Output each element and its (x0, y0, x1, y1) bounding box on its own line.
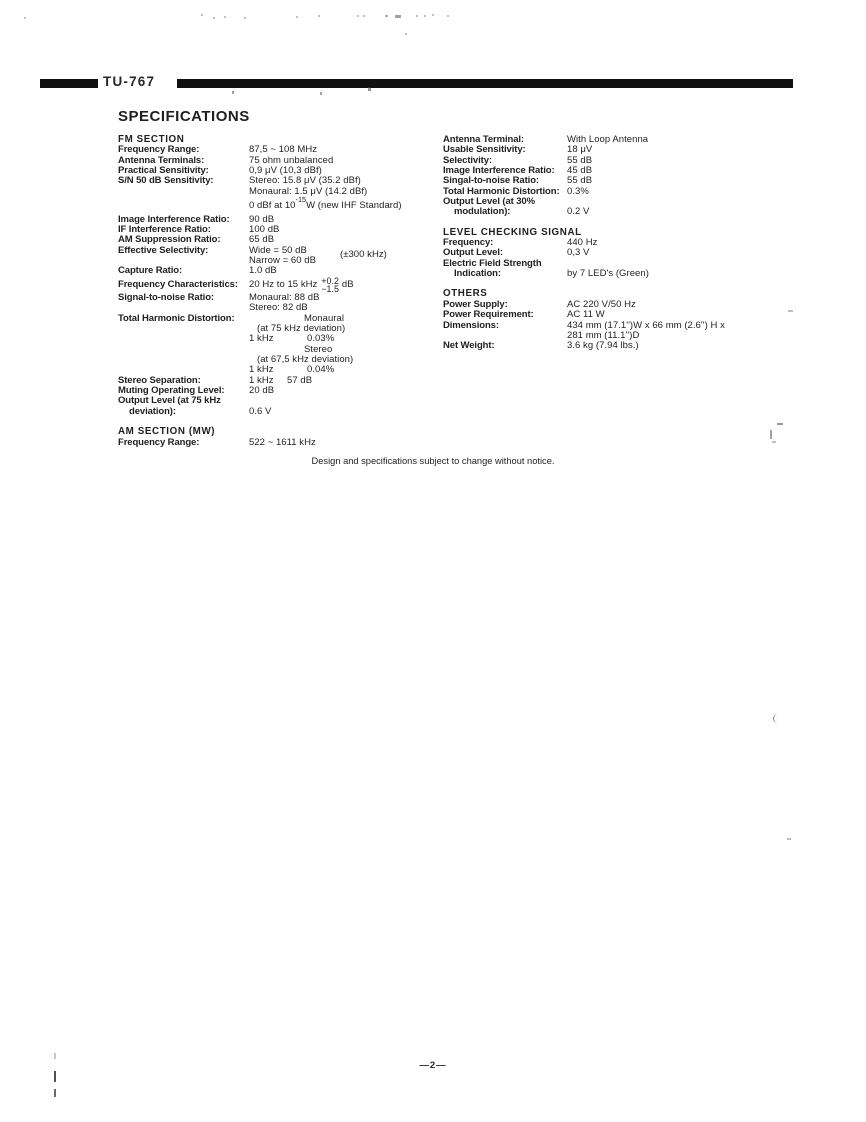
header-rule-right (177, 79, 793, 88)
scan-artifact (385, 15, 388, 17)
scan-artifact (320, 92, 322, 95)
spec-row (118, 293, 433, 314)
spec-label (443, 341, 567, 351)
spec-label-line: Muting Operating Level: (118, 385, 225, 397)
spec-value-cell (249, 266, 433, 276)
spec-value: 434 mm (17.1'')W x 66 mm (2.6'') H x (567, 319, 725, 331)
spec-value: 0.6 V (249, 405, 272, 417)
spec-section (443, 289, 803, 351)
spec-row (118, 246, 433, 267)
spec-value: 55 dB (567, 154, 593, 166)
spec-row (118, 396, 433, 417)
spec-value: Wide = 50 dB (249, 244, 307, 256)
spec-value (249, 334, 433, 344)
spec-label (118, 266, 249, 276)
scan-artifact (232, 91, 234, 94)
spec-label-line: Electric Field Strength (443, 257, 542, 269)
spec-value-cell (567, 145, 803, 155)
spec-section (118, 427, 433, 448)
spec-label-line: Frequency Characteristics: (118, 278, 238, 290)
spec-row (443, 310, 803, 320)
spec-label-line: Total Harmonic Distortion: (443, 185, 560, 197)
scan-artifact (368, 87, 371, 91)
tolerance-values (321, 277, 339, 293)
scan-artifact (432, 14, 434, 16)
spec-value: 0,9 μV (10,3 dBf) (249, 165, 322, 177)
spec-value-cell (567, 259, 803, 280)
spec-value: 87,5 ~ 108 MHz (249, 144, 318, 156)
spec-label (443, 310, 567, 320)
section-heading: FM SECTION (118, 134, 185, 145)
spec-value: (at 75 kHz deviation) (257, 323, 346, 335)
tolerance-range: 20 Hz to 15 kHz (249, 278, 318, 290)
spec-value-part: 1 kHz (249, 364, 274, 376)
spec-column-right (443, 135, 803, 352)
spec-label-line: Power Requirement: (443, 309, 534, 321)
scan-artifact (363, 15, 365, 17)
scan-artifact (447, 15, 449, 17)
spec-value-cell (249, 246, 433, 267)
spec-label (118, 293, 249, 314)
spec-value-cell (567, 187, 803, 197)
spec-label (118, 438, 249, 448)
spec-label (443, 321, 567, 342)
spec-value-cell (567, 248, 803, 258)
spec-row (118, 438, 433, 448)
spec-label-line: Net Weight: (443, 340, 495, 352)
spec-value: 18 μV (567, 144, 593, 156)
spec-value-cell (249, 314, 433, 376)
spec-value: 20 dB (249, 385, 275, 397)
spec-value: 0.3% (567, 185, 589, 197)
spec-row (443, 321, 803, 342)
spec-section (443, 135, 803, 218)
spec-value: 90 dB (249, 213, 275, 225)
spec-value: 0 dBf at $10^{-15}W$ (new IHF Standard) (249, 194, 402, 212)
spec-value: 281 mm (11.1'')D (567, 329, 640, 341)
spec-label-line: Output Level (at 75 kHz (118, 395, 221, 407)
scan-artifact (395, 15, 401, 18)
spec-value-cell (567, 238, 803, 248)
spec-value: Monaural (304, 312, 345, 324)
spec-value-cell (567, 176, 803, 186)
scan-artifact (777, 423, 783, 425)
scan-artifact (54, 1053, 56, 1059)
spec-value-cell (567, 166, 803, 176)
scan-artifact (54, 1089, 56, 1097)
spec-section (443, 228, 803, 280)
spec-value: 3.6 kg (7.94 lbs.) (567, 340, 639, 352)
spec-label-line: Capture Ratio: (118, 265, 183, 277)
spec-label-line: Total Harmonic Distortion: (118, 312, 235, 324)
spec-value: Monaural: 88 dB (249, 292, 320, 304)
scan-artifact (773, 714, 778, 723)
spec-label-line: Output Level: (443, 247, 503, 259)
spec-value: Narrow = 60 dB (249, 254, 316, 266)
scan-artifact (424, 15, 426, 17)
section-heading: LEVEL CHECKING SIGNAL (443, 226, 582, 238)
spec-value: 45 dB (567, 165, 593, 177)
tolerance-minus: −1.5 (321, 283, 339, 294)
spec-label (118, 176, 249, 211)
spec-label-line: Antenna Terminal: (443, 134, 524, 145)
scan-artifact (213, 17, 215, 19)
header-rule-left (40, 79, 98, 88)
spec-label-line: deviation): (129, 405, 176, 417)
spec-label-line: Signal-to-noise Ratio: (118, 292, 214, 304)
spec-label-line: Indication: (454, 268, 501, 280)
spec-row (443, 341, 803, 351)
spec-value: Stereo: 15.8 μV (35.2 dBf) (249, 175, 361, 187)
spec-value (567, 197, 803, 207)
spec-label-line: Selectivity: (443, 154, 492, 166)
page-title: SPECIFICATIONS (118, 108, 250, 125)
spec-row (118, 277, 433, 293)
spec-value: Stereo: 82 dB (249, 302, 308, 314)
spec-value: 1.0 dB (249, 265, 277, 277)
spec-label-line: Stereo Separation: (118, 374, 201, 386)
spec-value: Monaural: 1.5 μV (14.2 dBf) (249, 185, 368, 197)
spec-value-cell (567, 197, 803, 218)
spec-row (118, 176, 433, 211)
spec-label-line: Image Interference Ratio: (118, 213, 230, 225)
model-number: TU-767 (103, 74, 156, 89)
spec-label-line: Image Interference Ratio: (443, 165, 555, 177)
spec-label-line: Frequency Range: (118, 144, 200, 156)
scan-artifact (405, 33, 407, 35)
spec-value: AC 220 V/50 Hz (567, 298, 636, 310)
section-heading: AM SECTION (MW) (118, 426, 216, 438)
spec-label-line: Dimensions: (443, 319, 499, 331)
spec-label-line: IF Interference Ratio: (118, 223, 211, 235)
spec-value (249, 365, 433, 375)
spec-label-line: Output Level (at 30% (443, 196, 535, 208)
spec-label (118, 280, 249, 290)
spec-section (118, 135, 433, 417)
spec-row (118, 266, 433, 276)
spec-value-cell (249, 176, 433, 211)
spec-value: 55 dB (567, 175, 593, 187)
spec-label-line: modulation): (454, 206, 511, 218)
scan-artifact (772, 441, 776, 443)
section-heading: OTHERS (443, 288, 488, 300)
spec-label-line: Effective Selectivity: (118, 244, 209, 256)
superscript: -15 (295, 194, 307, 204)
footer-note: Design and specifications subject to change without notice. (311, 456, 555, 466)
spec-value (249, 396, 433, 406)
scan-artifact (224, 16, 226, 18)
spec-value-part: 1 kHz (249, 333, 274, 345)
spec-row (118, 314, 433, 376)
spec-value-part: 0.03% (307, 333, 335, 345)
scan-artifact (201, 14, 203, 16)
spec-value: (at 67,5 kHz deviation) (257, 354, 354, 366)
spec-value: by 7 LED's (Green) (567, 268, 649, 280)
spec-value-cell (567, 310, 803, 320)
tolerance-plus: +0.2 (321, 275, 339, 286)
spec-value: 522 ~ 1611 kHz (249, 436, 316, 448)
spec-label (118, 314, 249, 376)
scan-artifact (54, 1071, 56, 1082)
scan-artifact (296, 16, 298, 18)
spec-label-line: Singal-to-noise Ratio: (443, 175, 539, 187)
spec-value-cell (249, 376, 433, 386)
spec-value-part: 1 kHz (249, 374, 274, 386)
tolerance-unit: dB (341, 278, 354, 290)
spec-column-left (118, 135, 433, 448)
scan-artifact (318, 15, 320, 17)
spec-label-line: S/N 50 dB Sensitivity: (118, 175, 214, 187)
spec-value: With Loop Antenna (567, 134, 649, 145)
spec-value: Stereo (304, 343, 333, 355)
scan-artifact (244, 17, 246, 19)
page-number: —2— (419, 1060, 447, 1071)
spec-value-cell (249, 277, 433, 293)
spec-label-line: Power Supply: (443, 298, 508, 310)
spec-value-cell (249, 438, 433, 448)
spec-label-line: Frequency: (443, 237, 494, 249)
spec-value: 75 ohm unbalanced (249, 154, 334, 166)
spec-label (118, 396, 249, 417)
spec-label-line: Antenna Terminals: (118, 154, 205, 166)
scan-artifact (416, 15, 418, 17)
spec-value (249, 376, 433, 386)
spec-row (443, 145, 803, 155)
spec-value-cell (249, 293, 433, 314)
spec-label (443, 259, 567, 280)
scan-artifact (357, 15, 359, 17)
scan-artifact (770, 430, 772, 439)
spec-row (443, 259, 803, 280)
scan-artifact (788, 310, 793, 312)
spec-label (443, 197, 567, 218)
spec-value-cell (249, 396, 433, 417)
scan-artifact (24, 17, 26, 19)
spec-value: 100 dB (249, 223, 280, 235)
spec-value-cell (249, 386, 433, 396)
spec-value: 0.2 V (567, 206, 590, 218)
spec-label-line: Practical Sensitivity: (118, 165, 209, 177)
spec-value: 65 dB (249, 234, 275, 246)
spec-value-cell (249, 225, 433, 235)
group-annotation: (±300 kHz) (340, 249, 387, 261)
scan-artifact (787, 838, 791, 840)
spec-value-part: 0.04% (307, 364, 335, 376)
spec-value-cell (567, 135, 803, 145)
spec-value-cell (567, 321, 803, 342)
spec-row (443, 197, 803, 218)
spec-value-part: 57 dB (287, 374, 313, 386)
spec-label-line: Usable Sensitivity: (443, 144, 526, 156)
spec-value: 0,3 V (567, 247, 590, 259)
spec-value: 440 Hz (567, 237, 598, 249)
spec-value-cell (567, 156, 803, 166)
spec-value: AC 11 W (567, 309, 605, 321)
spec-label-line: Frequency Range: (118, 436, 200, 448)
spec-label (118, 246, 249, 267)
spec-label-line: AM Suppression Ratio: (118, 234, 221, 246)
spec-value-cell (567, 341, 803, 351)
